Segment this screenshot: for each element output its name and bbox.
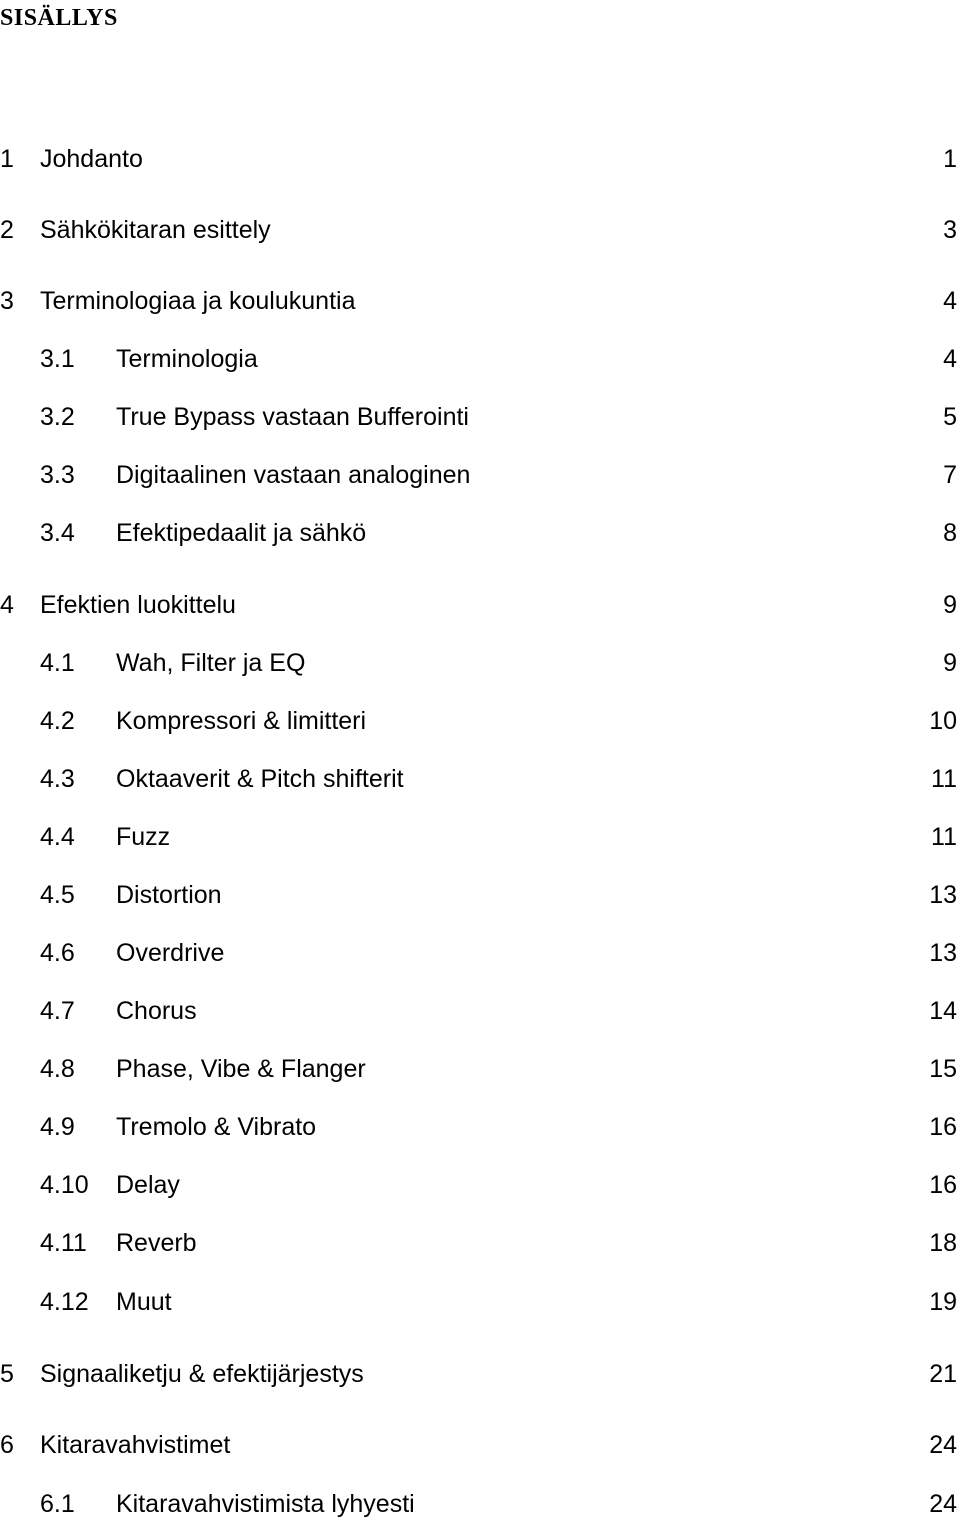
toc-entry[interactable] xyxy=(0,705,960,737)
toc-entry[interactable] xyxy=(0,143,960,175)
toc-entry[interactable] xyxy=(0,1227,960,1259)
toc-entry-title: Delay xyxy=(116,1171,180,1199)
toc-entry-title: Digitaalinen vastaan analoginen xyxy=(116,461,471,489)
toc-entry-number: 4.12 xyxy=(40,1288,89,1316)
toc-entry-page: 16 xyxy=(929,1171,957,1199)
toc-entry-number: 3.2 xyxy=(40,403,75,431)
toc-entry-number: 6.1 xyxy=(40,1490,75,1518)
toc-entry-page: 21 xyxy=(929,1360,957,1388)
toc-entry[interactable] xyxy=(0,1286,960,1318)
toc-entry-title: Kompressori & limitteri xyxy=(116,707,367,735)
toc-entry[interactable] xyxy=(0,995,960,1027)
toc-entry-number: 4.3 xyxy=(40,765,75,793)
toc-entry-number: 3.3 xyxy=(40,461,75,489)
toc-entry-page: 4 xyxy=(943,345,957,373)
toc-entry[interactable] xyxy=(0,647,960,679)
toc-entry-title: Efektien luokittelu xyxy=(40,591,236,619)
toc-entry-number: 4.8 xyxy=(40,1055,75,1083)
toc-entry-title: Terminologia xyxy=(116,345,258,373)
toc-entry-page: 14 xyxy=(929,997,957,1025)
toc-entry-page: 19 xyxy=(929,1288,957,1316)
toc-entry-page: 10 xyxy=(929,707,957,735)
toc-entry[interactable] xyxy=(0,1053,960,1085)
toc-entry-page: 24 xyxy=(929,1431,957,1459)
toc-entry[interactable] xyxy=(0,763,960,795)
toc-entry-number: 1 xyxy=(0,145,14,173)
toc-entry[interactable] xyxy=(0,821,960,853)
toc-entry-number: 4.7 xyxy=(40,997,75,1025)
toc-entry-page: 8 xyxy=(943,519,957,547)
toc-entry[interactable] xyxy=(0,401,960,433)
toc-entry[interactable] xyxy=(0,1358,960,1390)
toc-entry-number: 3.1 xyxy=(40,345,75,373)
toc-entry-number: 4.4 xyxy=(40,823,75,851)
toc-entry-title: Reverb xyxy=(116,1229,197,1257)
toc-entry-page: 13 xyxy=(929,881,957,909)
toc-entry-title: Signaaliketju & efektijärjestys xyxy=(40,1360,364,1388)
toc-entry-page: 1 xyxy=(943,145,957,173)
toc-entry-page: 18 xyxy=(929,1229,957,1257)
toc-entry-number: 5 xyxy=(0,1360,14,1388)
toc-entry-title: Terminologiaa ja koulukuntia xyxy=(40,287,356,315)
toc-entry-page: 24 xyxy=(929,1490,957,1518)
toc-entry-page: 7 xyxy=(943,461,957,489)
toc-entry-title: Oktaaverit & Pitch shifterit xyxy=(116,765,404,793)
toc-entry-number: 4 xyxy=(0,591,14,619)
toc-entry[interactable] xyxy=(0,1488,960,1520)
toc-entry[interactable] xyxy=(0,589,960,621)
toc-entry-title: True Bypass vastaan Bufferointi xyxy=(116,403,469,431)
toc-entry-title: Johdanto xyxy=(40,145,143,173)
toc-entry-page: 16 xyxy=(929,1113,957,1141)
toc-entry[interactable] xyxy=(0,879,960,911)
toc-entry-number: 4.10 xyxy=(40,1171,89,1199)
toc-entry-title: Kitaravahvistimet xyxy=(40,1431,231,1459)
toc-entry-number: 4.1 xyxy=(40,649,75,677)
toc-entry-title: Muut xyxy=(116,1288,172,1316)
toc-entry[interactable] xyxy=(0,517,960,549)
toc-entry-title: Kitaravahvistimista lyhyesti xyxy=(116,1490,415,1518)
toc-entry-title: Distortion xyxy=(116,881,222,909)
toc-entry-page: 3 xyxy=(943,216,957,244)
toc-entry-page: 15 xyxy=(929,1055,957,1083)
toc-entry[interactable] xyxy=(0,1429,960,1461)
toc-entry-page: 11 xyxy=(931,765,957,793)
toc-entry-title: Overdrive xyxy=(116,939,225,967)
toc-entry-number: 4.11 xyxy=(40,1229,87,1257)
toc-entry-title: Fuzz xyxy=(116,823,171,851)
toc-entry-number: 4.2 xyxy=(40,707,75,735)
toc-entry-title: Sähkökitaran esittely xyxy=(40,216,271,244)
toc-entry[interactable] xyxy=(0,343,960,375)
toc-entry-number: 6 xyxy=(0,1431,14,1459)
toc-entry-title: Wah, Filter ja EQ xyxy=(116,649,306,677)
toc-entry-number: 4.9 xyxy=(40,1113,75,1141)
toc-entry-page: 9 xyxy=(943,649,957,677)
toc-entry[interactable] xyxy=(0,285,960,317)
toc-entry-title: Phase, Vibe & Flanger xyxy=(116,1055,366,1083)
toc-entry-title: Chorus xyxy=(116,997,197,1025)
toc-entry[interactable] xyxy=(0,937,960,969)
toc-entry-page: 9 xyxy=(943,591,957,619)
toc-entry[interactable] xyxy=(0,214,960,246)
toc-entry[interactable] xyxy=(0,1111,960,1143)
toc-entry[interactable] xyxy=(0,459,960,491)
toc-heading: SISÄLLYS xyxy=(0,5,118,31)
toc-entry-page: 13 xyxy=(929,939,957,967)
toc-entry-page: 11 xyxy=(931,823,957,851)
toc-entry-page: 5 xyxy=(943,403,957,431)
toc-entry-number: 2 xyxy=(0,216,14,244)
toc-entry-title: Tremolo & Vibrato xyxy=(116,1113,317,1141)
toc-entry-page: 4 xyxy=(943,287,957,315)
toc-entry-number: 3.4 xyxy=(40,519,75,547)
toc-entry-number: 3 xyxy=(0,287,14,315)
toc-entry-number: 4.5 xyxy=(40,881,75,909)
toc-entry[interactable] xyxy=(0,1169,960,1201)
toc-entry-number: 4.6 xyxy=(40,939,75,967)
toc-entry-title: Efektipedaalit ja sähkö xyxy=(116,519,367,547)
